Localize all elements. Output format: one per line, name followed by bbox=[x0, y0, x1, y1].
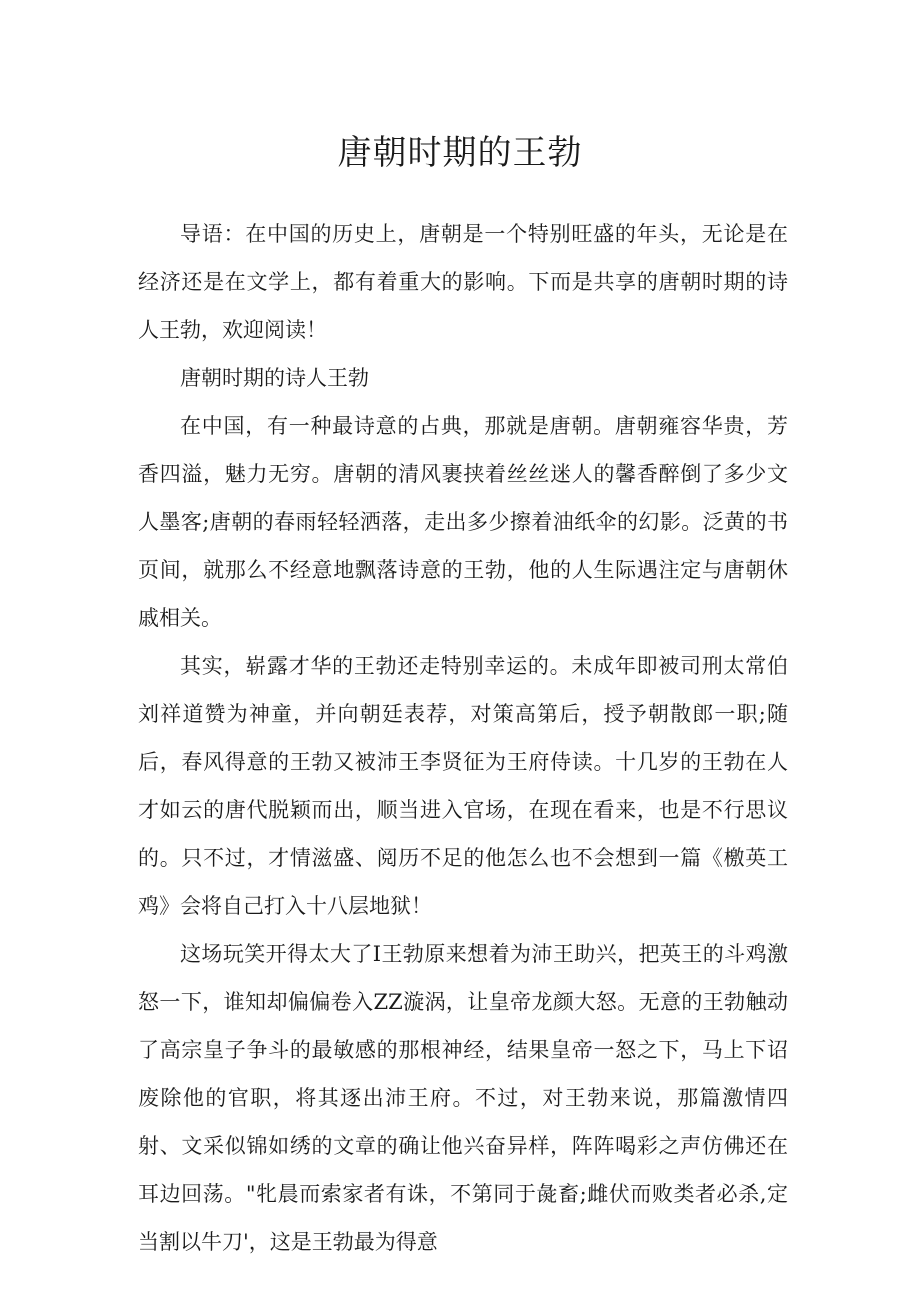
intro-paragraph: 导语：在中国的历史上，唐朝是一个特别旺盛的年头，无论是在经济还是在文学上，都有着重大的影响。下而是共享的唐朝时期的诗人王勃，欢迎阅读！ bbox=[138, 222, 788, 342]
body-paragraph: 其实，崭露才华的王勃还走特别幸运的。未成年即被司刑太常伯刘祥道赞为神童，并向朝廷表荐，对策高第后，授予朝散郎一职;随后，春风得意的王勃又被沛王李贤征为王府侍读。十几岁的王勃在人才如云的唐代脱颖而出，顺当进入官场，在现在看来，也是不行思议的。只不过，才情滋盛、阅历不足的他怎么也不会想到一篇《檄英工鸡》会将自己打入十八层地狱！ bbox=[138, 654, 788, 918]
section-heading: 唐朝时期的诗人王勃 bbox=[180, 366, 369, 390]
body-paragraph: 这场玩笑开得太大了I王勃原来想着为沛王助兴，把英王的斗鸡激怒一下，谁知却偏偏卷入ZZ漩涡，让皇帝龙颜大怒。无意的王勃触动了高宗皇子争斗的最敏感的那根神经，结果皇帝一怒之下，马上下诏废除他的官职，将其逐出沛王府。不过，对王勃来说，那篇激情四射、文采似锦如绣的文章的确让他兴奋异样，阵阵喝彩之声仿佛还在耳边回荡。"牝晨而索家者有诛，不第同于彘畜;雌伏而败类者必杀,定当割以牛刀'，这是王勃最为得意 bbox=[138, 942, 788, 1254]
body-paragraph: 在中国，有一种最诗意的占典，那就是唐朝。唐朝雍容华贵，芳香四溢，魅力无穷。唐朝的清风裹挟着丝丝迷人的馨香醉倒了多少文人墨客;唐朝的春雨轻轻洒落，走出多少擦着油纸伞的幻影。泛黄的书页间，就那么不经意地飘落诗意的王勃，他的人生际遇注定与唐朝休戚相关。 bbox=[138, 414, 788, 630]
document-body bbox=[138, 210, 788, 1266]
document-title: 唐朝时期的王勃 bbox=[337, 133, 583, 173]
